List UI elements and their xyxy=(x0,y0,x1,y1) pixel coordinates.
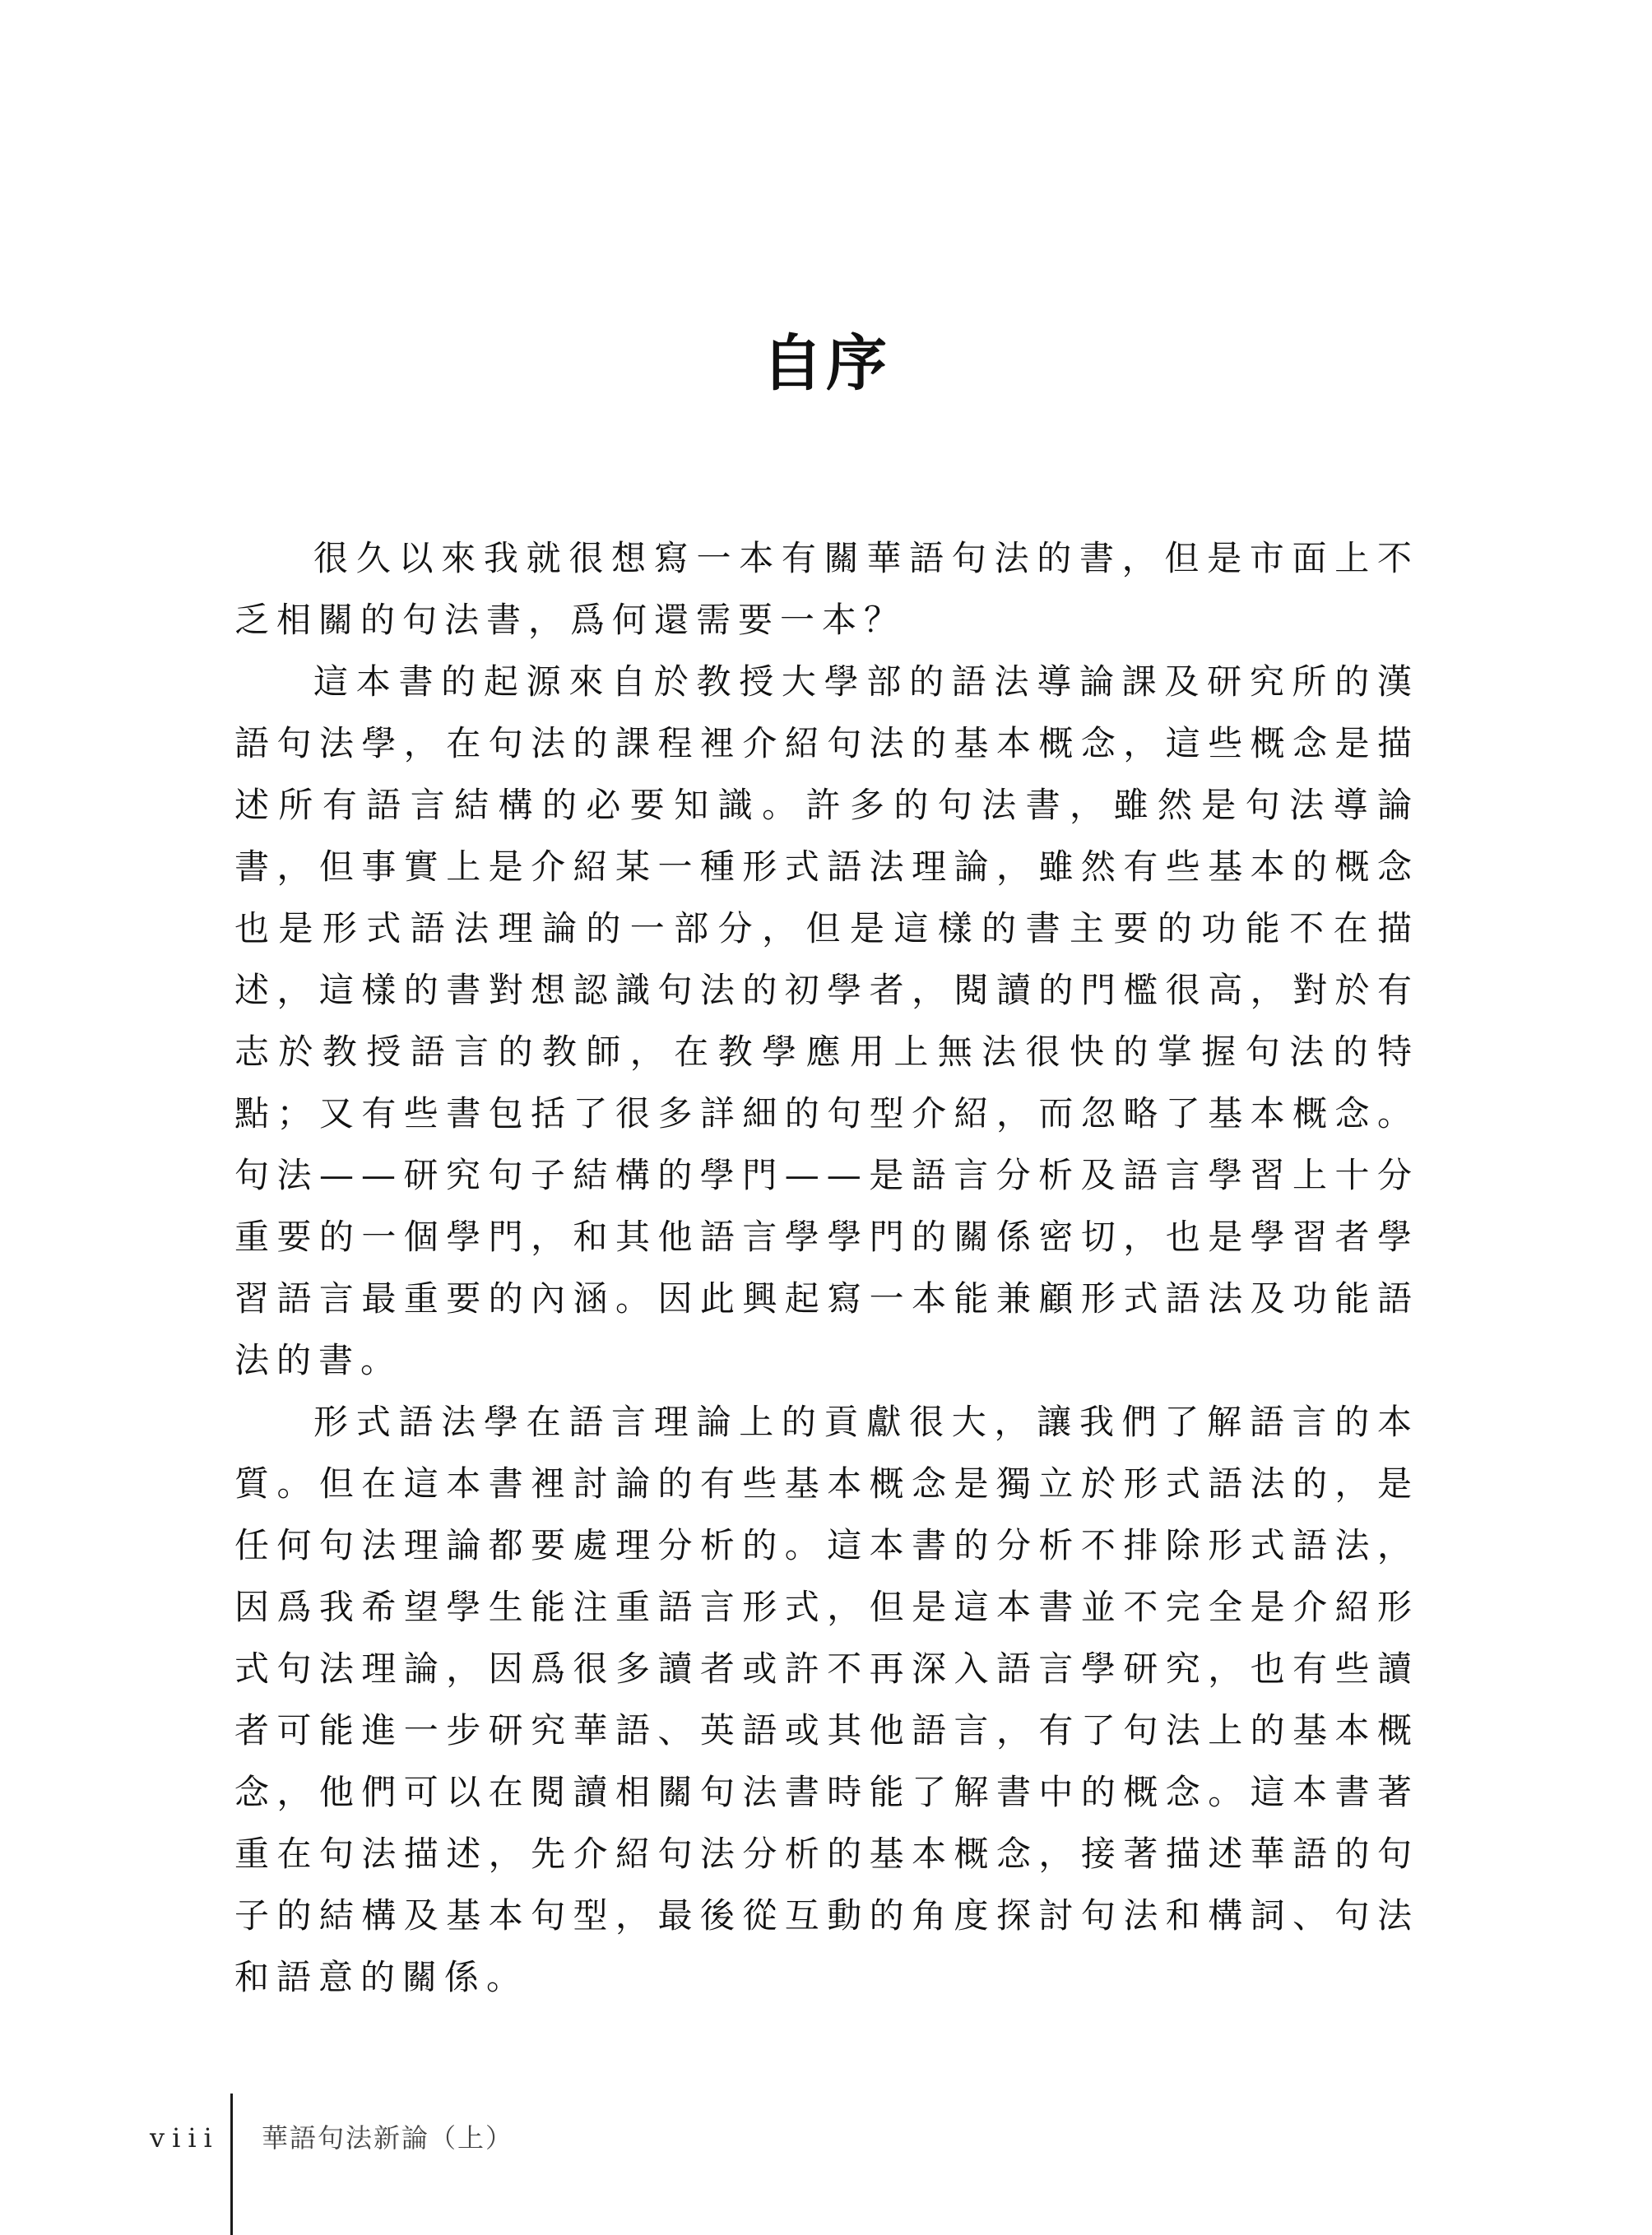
paragraph-1: 很久以來我就很想寫一本有關華語句法的書，但是市面上不乏相關的句法書，爲何還需要一本？ xyxy=(234,538,1419,640)
paragraph-2: 這本書的起源來自於教授大學部的語法導論課及研究所的漢語句法學，在句法的課程裡介紹句法的基本概念，這些概念是描述所有語言結構的必要知識。許多的句法書，雖然是句法導論書，但事實上是介紹某一種形式語法理論，雖然有些基本的概念也是形式語法理論的一部分，但是這樣的書主要的功能不在描述，這樣的書對想認識句法的初學者，閱讀的門檻很高，對於有志於教授語言的教師，在教學應用上無法很快的掌握句法的特點；又有些書包括了很多詳細的句型介紹，而忽略了基本概念。句法——研究句子結構的學門——是語言分析及語言學習上十分重要的一個學門，和其他語言學學門的關係密切，也是學習者學習語言最重要的內涵。因此興起寫一本能兼顧形式語法及功能語法的書。 xyxy=(234,661,1419,1380)
footer-divider xyxy=(230,2094,233,2235)
paragraph-3: 形式語法學在語言理論上的貢獻很大，讓我們了解語言的本質。但在這本書裡討論的有些基本概念是獨立於形式語法的，是任何句法理論都要處理分析的。這本書的分析不排除形式語法，因爲我希望學生能注重語言形式，但是這本書並不完全是介紹形式句法理論，因爲很多讀者或許不再深入語言學研究，也有些讀者可能進一步研究華語、英語或其他語言，有了句法上的基本概念，他們可以在閱讀相關句法書時能了解書中的概念。這本書著重在句法描述，先介紹句法分析的基本概念，接著描述華語的句子的結構及基本句型，最後從互動的角度探討句法和構詞、句法和語意的關係。 xyxy=(234,1402,1419,1997)
preface-body xyxy=(234,527,1419,2008)
page-number: viii xyxy=(150,2122,220,2154)
page-title: 自序 xyxy=(762,328,890,399)
running-book-title: 華語句法新論（上） xyxy=(262,2122,514,2154)
